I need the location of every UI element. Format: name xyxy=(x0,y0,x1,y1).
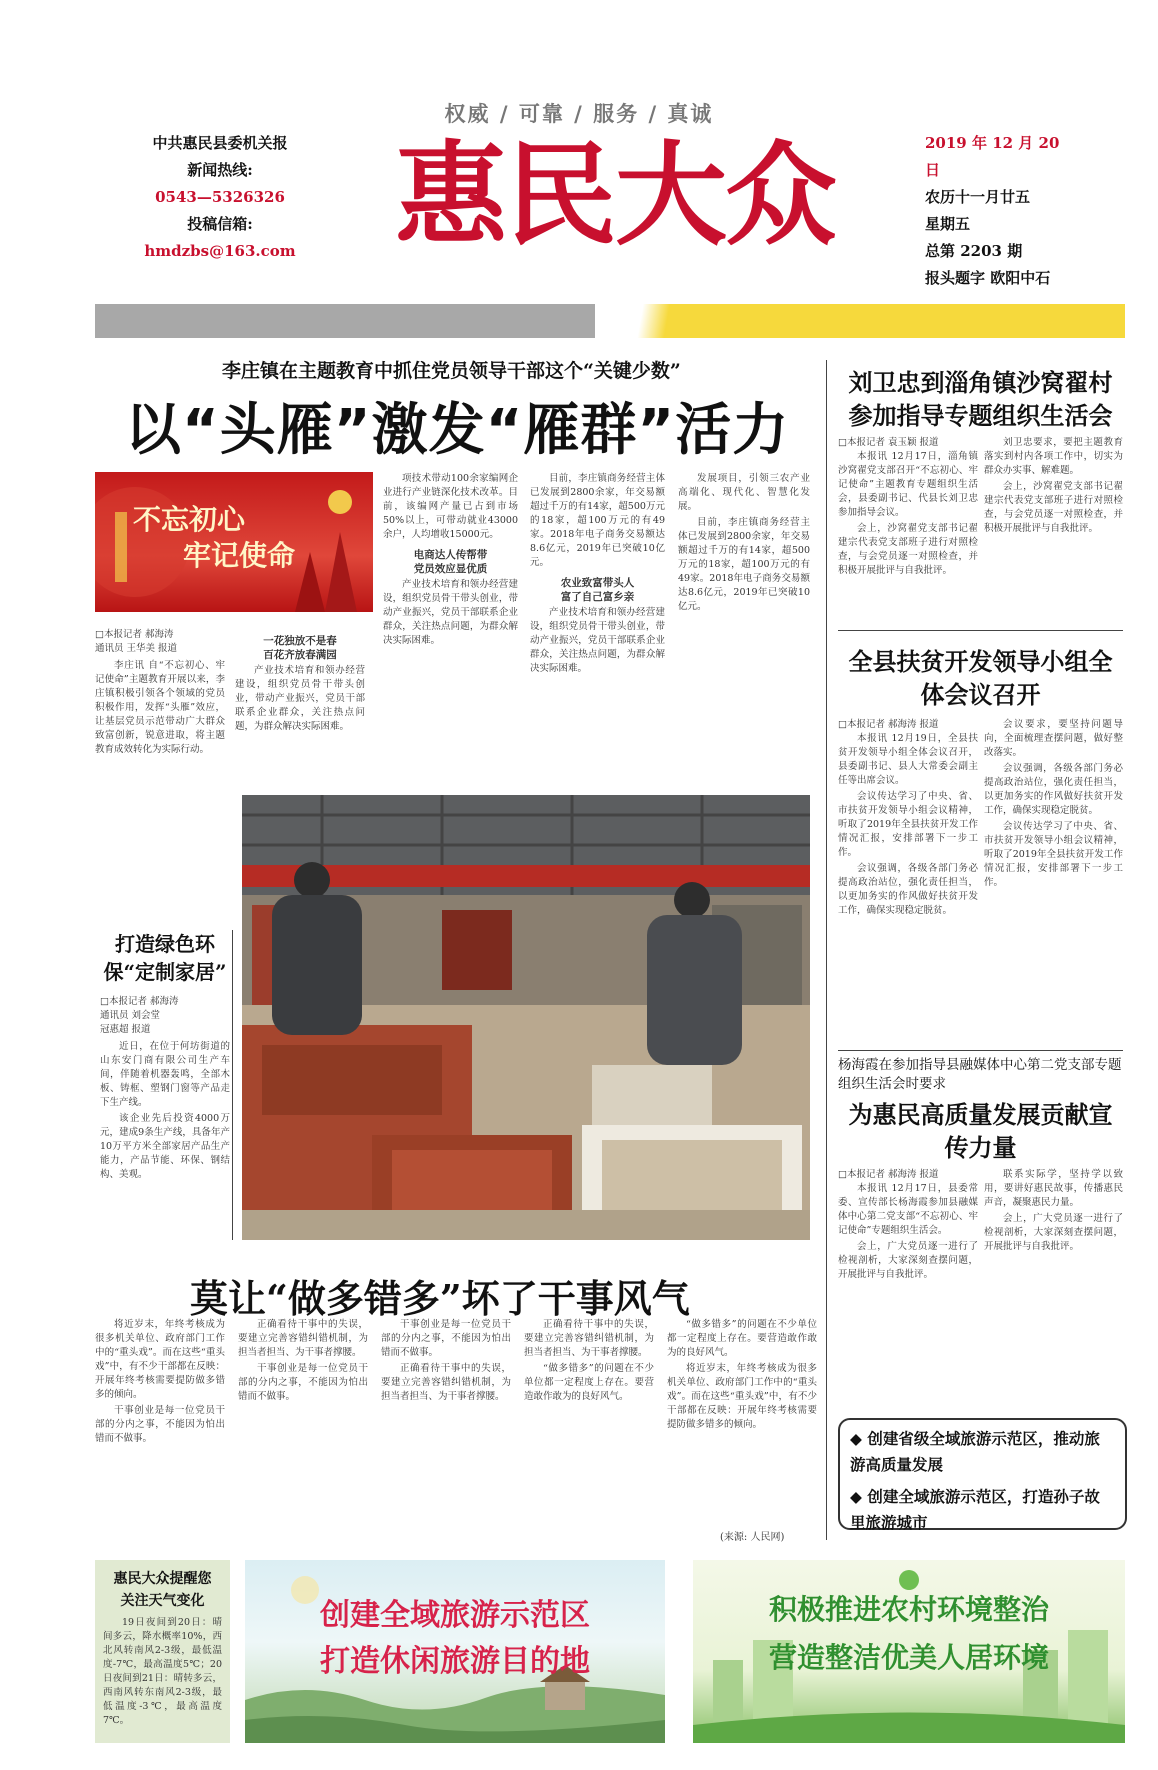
feature-title: 打造绿色环保“定制家居” xyxy=(103,932,227,984)
right-top-col-1 xyxy=(838,436,978,621)
right-bottom-paragraph: 会上，广大党员逐一进行了检视剖析，大家深刻查摆问题，开展批评与自我批评。 xyxy=(838,1241,978,1280)
newspaper-title: 惠民大众 xyxy=(395,130,835,261)
feature-paragraph: 该企业先后投资4000万元，建成9条生产线，具备年产10万平方米全部家居产品生产能力，产品节能、环保、钢结构、美观。 xyxy=(100,1113,230,1180)
commentary-col-1 xyxy=(95,1318,225,1546)
right-mid-title: 全县扶贫开发领导小组全体会议召开 xyxy=(848,647,1113,709)
lead-subhead: 一花独放不是春 百花齐放春满园 xyxy=(263,635,337,661)
right-bottom-paragraph: 联系实际学，坚持学以致用，要讲好惠民故事，传播惠民声音，凝聚惠民力量。 xyxy=(984,1169,1123,1208)
feature-paragraph: 近日，在位于何坊街道的山东安门商有限公司生产车间，伴随着机器轰鸣，全部木板、铸框、塑钢门窗等产品走下生产线。 xyxy=(100,1041,230,1108)
section-divider xyxy=(838,630,1123,631)
masthead-slogan: 权威 / 可靠 / 服务 / 真诚 xyxy=(444,101,714,126)
right-top-paragraph: 刘卫忠要求，要把主题教育落实到村内各项工作中，切实为群众办实事、解难题。 xyxy=(984,437,1123,476)
right-top-col-2 xyxy=(984,436,1123,621)
lead-col-1 xyxy=(95,628,225,758)
commentary-col-3 xyxy=(381,1318,511,1546)
right-bottom-col-1 xyxy=(838,1168,978,1408)
hotline-label: 新闻热线: xyxy=(187,161,253,179)
right-bottom-title: 为惠民高质量发展贡献宣传力量 xyxy=(848,1100,1113,1162)
masthead-right-info xyxy=(925,130,1075,292)
commentary-paragraph: 将近岁末，年终考核成为很多机关单位、政府部门工作中的“重头戏”。而在这些“重头戏”中，有不少干部都在反映：开展年终考核需要提防做多错多的倾向。 xyxy=(95,1319,225,1400)
lead-paragraph: 目前，李庄镇商务经营主体已发展到2800余家，年交易额超过千万的有14家，超500万元的18家，超100万元的有49家。2018年电子商务交易额达8.6亿元，2019年已突破10亿元。 xyxy=(678,517,810,612)
masthead-left-info xyxy=(140,130,300,265)
section-divider xyxy=(838,1050,1123,1051)
column-divider xyxy=(232,930,233,1240)
right-bottom-paragraph: 会上，广大党员逐一进行了检视剖析，大家深刻查摆问题，开展批评与自我批评。 xyxy=(984,1213,1123,1252)
email-address: hmdzbs@163.com xyxy=(144,242,296,260)
commentary-source: (来源: 人民网) xyxy=(720,1532,785,1543)
right-mid-col-2 xyxy=(984,718,1123,1048)
commentary-paragraph: 正确看待干事中的失误，要建立完善容错纠错机制，为担当者担当、为干事者撑腰。 xyxy=(238,1319,368,1358)
issue-number: 总第 2203 期 xyxy=(925,242,1023,260)
commentary-paragraph: 干事创业是每一位党员干部的分内之事，不能因为怕出错而不做事。 xyxy=(238,1363,368,1402)
right-mid-col-1 xyxy=(838,718,978,1048)
lead-kicker: 李庄镇在主题教育中抓住党员领导干部这个“关键少数” xyxy=(222,360,681,382)
slogan-line: ◆ 创建全域旅游示范区，打造孙子故里旅游城市 xyxy=(850,1487,1100,1532)
tourism-ad-line1: 创建全域旅游示范区 xyxy=(320,1598,590,1633)
tourism-ad xyxy=(245,1560,665,1743)
weather-title: 惠民大众提醒您 关注天气变化 xyxy=(113,1571,212,1609)
right-top-paragraph: 会上，沙窝翟党支部书记翟建宗代表党支部班子进行对照检查，与会党员逐一对照检查，并积极开展批评与自我批评。 xyxy=(838,523,978,576)
commentary-paragraph: 将近岁末，年终考核成为很多机关单位、政府部门工作中的“重头戏”。而在这些“重头戏”中，有不少干部都在反映：开展年终考核需要提防做多错多的倾向。 xyxy=(667,1363,817,1430)
commentary-col-5 xyxy=(667,1318,817,1530)
right-mid-paragraph: 会议强调，各级各部门务必提高政治站位，强化责任担当，以更加务实的作风做好扶贫开发工作，确保实现稳定脱贫。 xyxy=(984,763,1123,816)
weekday: 星期五 xyxy=(925,215,971,233)
right-top-byline: □本报记者 袁玉颖 报道 xyxy=(838,437,939,448)
lead-subhead: 电商达人传帮带 党员效应显优质 xyxy=(413,549,488,575)
environment-ad-line2: 营造整洁优美人居环境 xyxy=(768,1641,1049,1674)
right-top-paragraph: 本报讯 12月17日，淄角镇沙窝翟党支部召开“不忘初心、牢记使命”主题教育专题组织生活会，县委副书记、代县长刘卫忠参加指导会议。 xyxy=(838,451,978,518)
lead-paragraph: 产业技术培育和领办经营建设，组织党员骨干带头创业，带动产业振兴，党员干部联系企业群众，关注热点问题，为群众解决实际困难。 xyxy=(235,665,365,732)
lead-paragraph: 产业技术培育和领办经营建设，组织党员骨干带头创业，带动产业振兴，党员干部联系企业群众，关注热点问题，为群众解决实际困难。 xyxy=(530,607,665,674)
lead-col-3 xyxy=(383,472,518,762)
weather-body: 19日夜间到20日：晴间多云，降水概率10%，西北风转南风2-3级，最低温度-7℃，最高温度5℃；20日夜间到21日：晴转多云，西南风转东南风2-3级，最低温度-3℃，最高温度7℃。 xyxy=(103,1617,222,1726)
slogan-line: ◆ 创建省级全域旅游示范区，推动旅游高质量发展 xyxy=(850,1429,1100,1474)
masthead-divider-accent xyxy=(595,304,1125,338)
right-top-paragraph: 会上，沙窝翟党支部书记翟建宗代表党支部班子进行对照检查，与会党员逐一对照检查，并积极开展批评与自我批评。 xyxy=(984,481,1123,534)
slogan-box xyxy=(838,1418,1127,1530)
commentary-paragraph: 正确看待干事中的失误，要建立完善容错纠错机制，为担当者担当、为干事者撑腰。 xyxy=(524,1319,654,1358)
commentary-title: 莫让“做多错多”坏了干事风气 xyxy=(190,1276,690,1321)
right-bottom-byline: □本报记者 郝海涛 报道 xyxy=(838,1169,939,1180)
lead-paragraph: 产业技术培育和领办经营建设，组织党员骨干带头创业，带动产业振兴，党员干部联系企业群众，关注热点问题，为群众解决实际困难。 xyxy=(383,579,518,646)
right-mid-paragraph: 会议强调，各级各部门务必提高政治站位，强化责任担当，以更加务实的作风做好扶贫开发工作，确保实现稳定脱贫。 xyxy=(838,863,978,916)
issue-date: 2019 年 12 月 20 日 xyxy=(925,134,1060,179)
lunar-date: 农历十一月廿五 xyxy=(925,188,1031,206)
right-bottom-kicker: 杨海霞在参加指导县融媒体中心第二党支部专题组织生活会时要求 xyxy=(838,1057,1122,1092)
lead-col-5 xyxy=(678,472,810,762)
lead-paragraph: 发展项目，引领三农产业高端化、现代化、智慧化发展。 xyxy=(678,473,810,512)
lead-headline: 以“头雁”激发“雁群”活力 xyxy=(125,398,790,463)
commentary-col-2 xyxy=(238,1318,368,1546)
publisher: 中共惠民县委机关报 xyxy=(152,134,288,152)
weather-box xyxy=(95,1560,230,1743)
environment-ad-line1: 积极推进农村环境整治 xyxy=(768,1593,1049,1626)
email-label: 投稿信箱: xyxy=(187,215,253,233)
lead-col-4 xyxy=(530,472,665,762)
right-mid-paragraph: 本报讯 12月19日，全县扶贫开发领导小组全体会议召开，县委副书记、县人大常委会副主任等出席会议。 xyxy=(838,733,978,786)
factory-photo-illustration xyxy=(242,795,810,1240)
lead-col-2 xyxy=(235,628,365,758)
right-bottom-col-2 xyxy=(984,1168,1123,1408)
lead-paragraph: 李庄讯 自“不忘初心、牢记使命”主题教育开展以来，李庄镇积极引领各个领域的党员积极作用，发挥“头雁”效应，让基层党员示范带动广大群众致富创新，锐意进取，将主题教育成效转化为实际行动。 xyxy=(95,660,225,755)
commentary-paragraph: 干事创业是每一位党员干部的分内之事，不能因为怕出错而不做事。 xyxy=(95,1405,225,1444)
commentary-paragraph: 干事创业是每一位党员干部的分内之事，不能因为怕出错而不做事。 xyxy=(381,1319,511,1358)
poster-text-line1: 不忘初心 xyxy=(133,503,246,536)
right-mid-paragraph: 会议传达学习了中央、省、市扶贫开发领导小组会议精神，听取了2019年全县扶贫开发工作情况汇报，安排部署下一步工作。 xyxy=(838,791,978,858)
right-mid-paragraph: 会议传达学习了中央、省、市扶贫开发领导小组会议精神，听取了2019年全县扶贫开发工作情况汇报，安排部署下一步工作。 xyxy=(984,821,1123,888)
commentary-col-4 xyxy=(524,1318,654,1546)
lead-byline: □本报记者 郝海涛 通讯员 王华美 报道 xyxy=(95,629,178,654)
column-divider xyxy=(826,360,827,1540)
lead-subhead: 农业致富带头人 富了自己富乡亲 xyxy=(560,577,635,603)
factory-photo xyxy=(242,795,810,1240)
lead-poster-image xyxy=(95,472,373,612)
right-top-title: 刘卫忠到淄角镇沙窝翟村参加指导专题组织生活会 xyxy=(848,368,1113,430)
commentary-paragraph: “做多错多”的问题在不少单位都一定程度上存在。要营造敢作敢为的良好风气。 xyxy=(524,1363,654,1402)
hotline-number: 0543—5326326 xyxy=(155,188,285,206)
calligraphy-credit: 报头题字 欧阳中石 xyxy=(925,269,1051,287)
feature-byline: □本报记者 郝海涛 通讯员 刘会堂 冠惠超 报道 xyxy=(100,996,179,1035)
right-mid-byline: □本报记者 郝海涛 报道 xyxy=(838,719,939,730)
right-mid-paragraph: 会议要求，要坚持问题导向，全面梳理查摆问题，做好整改落实。 xyxy=(984,719,1123,758)
lead-paragraph: 项技术带动100余家编网企业进行产业链深化技术改革。目前，该编网产量已占到市场50%以上，可带动就业43000余户，人均增收15000元。 xyxy=(383,473,518,540)
commentary-paragraph: 正确看待干事中的失误，要建立完善容错纠错机制，为担当者担当、为干事者撑腰。 xyxy=(381,1363,511,1402)
poster-text-line2: 牢记使命 xyxy=(183,539,296,572)
commentary-paragraph: “做多错多”的问题在不少单位都一定程度上存在。要营造敢作敢为的良好风气。 xyxy=(667,1319,817,1358)
feature-text xyxy=(100,995,230,1245)
environment-ad xyxy=(693,1560,1125,1743)
tourism-ad-line2: 打造休闲旅游目的地 xyxy=(320,1644,590,1679)
lead-paragraph: 目前，李庄镇商务经营主体已发展到2800余家，年交易额超过千万的有14家，超500万元的18家，超100万元的有49家。2018年电子商务交易额达8.6亿元，2019年已突破10亿元。 xyxy=(530,473,665,568)
right-bottom-paragraph: 本报讯 12月17日，县委常委、宣传部长杨海霞参加县融媒体中心第二党支部“不忘初心、牢记使命”专题组织生活会。 xyxy=(838,1183,978,1236)
